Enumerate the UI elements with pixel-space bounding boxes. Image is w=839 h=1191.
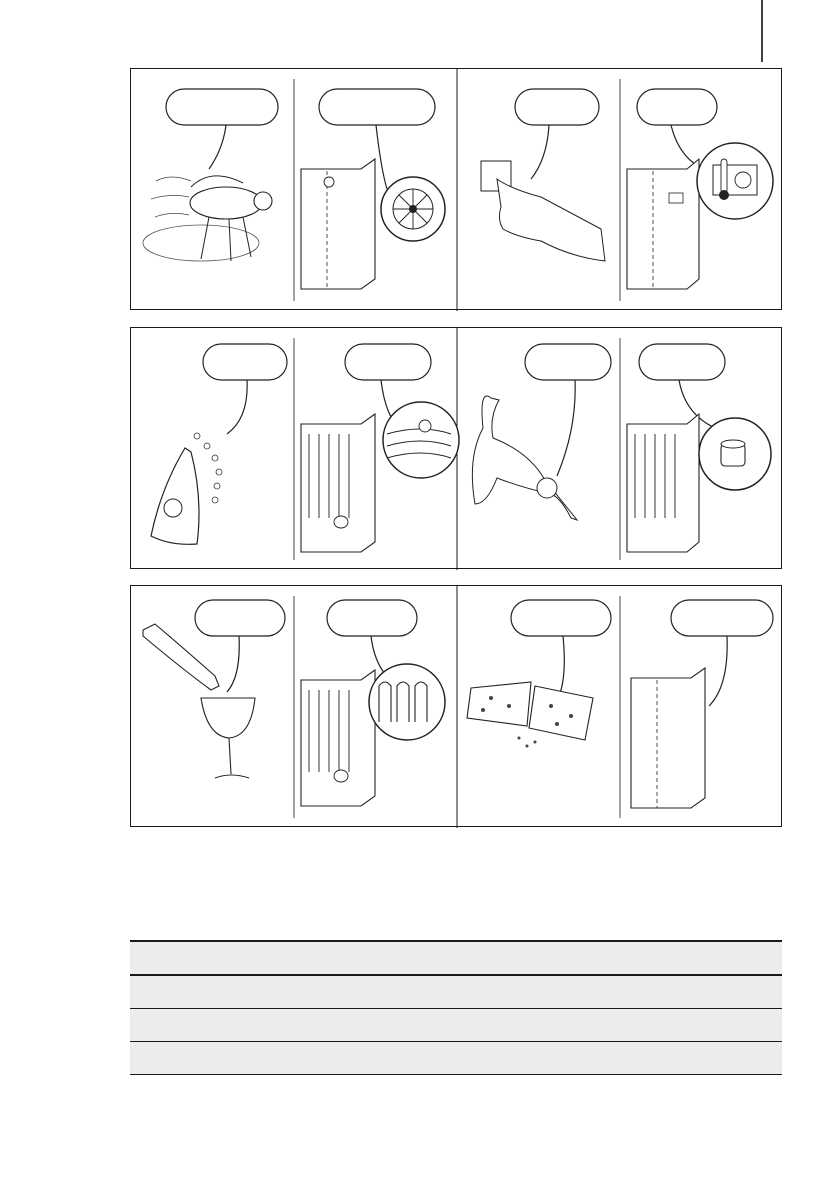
cat-stretch-icon xyxy=(472,344,611,520)
table-header-row xyxy=(130,941,782,975)
switch-press-icon xyxy=(481,89,605,261)
table-header-cell xyxy=(130,941,456,975)
table-cell xyxy=(456,975,782,1009)
table-cell xyxy=(130,1042,456,1075)
table-cell xyxy=(456,1042,782,1075)
noise-table xyxy=(130,940,782,1075)
table-cell xyxy=(130,975,456,1009)
wine-pour-icon xyxy=(143,600,285,778)
condenser-coil-icon xyxy=(301,344,459,552)
fly-icon xyxy=(143,89,278,261)
compressor-icon xyxy=(627,344,771,552)
table-cell xyxy=(130,1009,456,1042)
thermostat-icon xyxy=(627,89,773,289)
iron-steam-icon xyxy=(151,344,287,544)
cracker-break-icon xyxy=(467,600,611,748)
fan-icon xyxy=(301,89,445,289)
table-header-cell xyxy=(456,941,782,975)
table-row xyxy=(130,1009,782,1042)
table-cell xyxy=(456,1009,782,1042)
noise-panel-2 xyxy=(130,327,782,569)
noise-panel-3 xyxy=(130,585,782,827)
evaporator-coil-icon xyxy=(301,600,445,806)
table-row xyxy=(130,1042,782,1075)
cabinet-icon xyxy=(631,600,773,808)
noise-panel-1 xyxy=(130,68,782,310)
table-row xyxy=(130,975,782,1009)
